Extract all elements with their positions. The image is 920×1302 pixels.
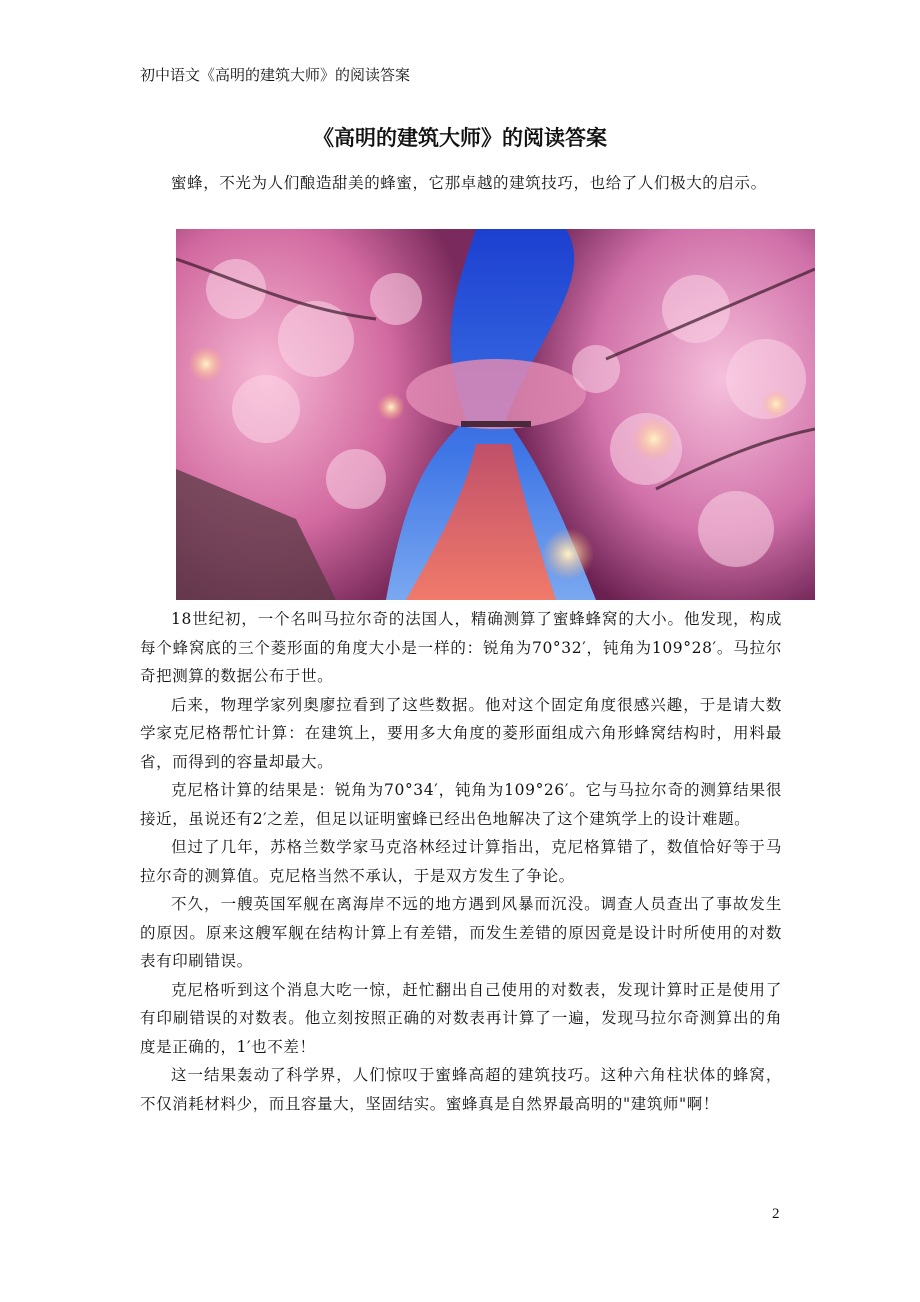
paragraph: 这一结果轰动了科学界，人们惊叹于蜜蜂高超的建筑技巧。这种六角柱状体的蜂窝，不仅消耗材料少，而且容量大，坚固结实。蜜蜂真是自然界最高明的"建筑师"啊！ xyxy=(140,1066,782,1113)
paragraph: 不久，一艘英国军舰在离海岸不远的地方遇到风暴而沉没。调查人员查出了事故发生的原因。原来这艘军舰在结构计算上有差错，而发生差错的原因竟是设计时所使用的对数表有印刷错误。 xyxy=(140,895,782,970)
running-header: 初中语文《高明的建筑大师》的阅读答案 xyxy=(140,66,411,84)
article-body xyxy=(140,605,782,1118)
paragraph: 克尼格计算的结果是：锐角为70°34′，钝角为109°26′。它与马拉尔奇的测算结果很接近，虽说还有2′之差，但足以证明蜜蜂已经出色地解决了这个建筑学上的设计难题。 xyxy=(140,781,782,828)
paragraph: 后来，物理学家列奥廖拉看到了这些数据。他对这个固定角度很感兴趣，于是请大数学家克尼格帮忙计算：在建筑上，要用多大角度的菱形面组成六角形蜂窝结构时，用料最省，而得到的容量却最大。 xyxy=(140,695,782,771)
page-title: 《高明的建筑大师》的阅读答案 xyxy=(313,126,607,150)
paragraph: 18世纪初，一个名叫马拉尔奇的法国人，精确测算了蜜蜂蜂窝的大小。他发现，构成每个蜂窝底的三个菱形面的角度大小是一样的：锐角为70°32′，钝角为109°28′。马拉尔奇把测算的数据公布于世。 xyxy=(140,610,782,685)
paragraph: 克尼格听到这个消息大吃一惊，赶忙翻出自己使用的对数表，发现计算时正是使用了有印刷错误的对数表。他立刻按照正确的对数表再计算了一遍，发现马拉尔奇测算出的角度是正确的，1′也不差！ xyxy=(140,980,782,1056)
intro-section xyxy=(140,169,782,198)
page-number: 2 xyxy=(772,1206,780,1222)
paragraph: 但过了几年，苏格兰数学家马克洛林经过计算指出，克尼格算错了，数值恰好等于马拉尔奇的测算值。克尼格当然不承认，于是双方发生了争论。 xyxy=(140,838,782,885)
cherry-blossom-photo xyxy=(176,229,815,600)
intro-paragraph: 蜜蜂，不光为人们酿造甜美的蜂蜜，它那卓越的建筑技巧，也给了人们极大的启示。 xyxy=(171,174,767,192)
